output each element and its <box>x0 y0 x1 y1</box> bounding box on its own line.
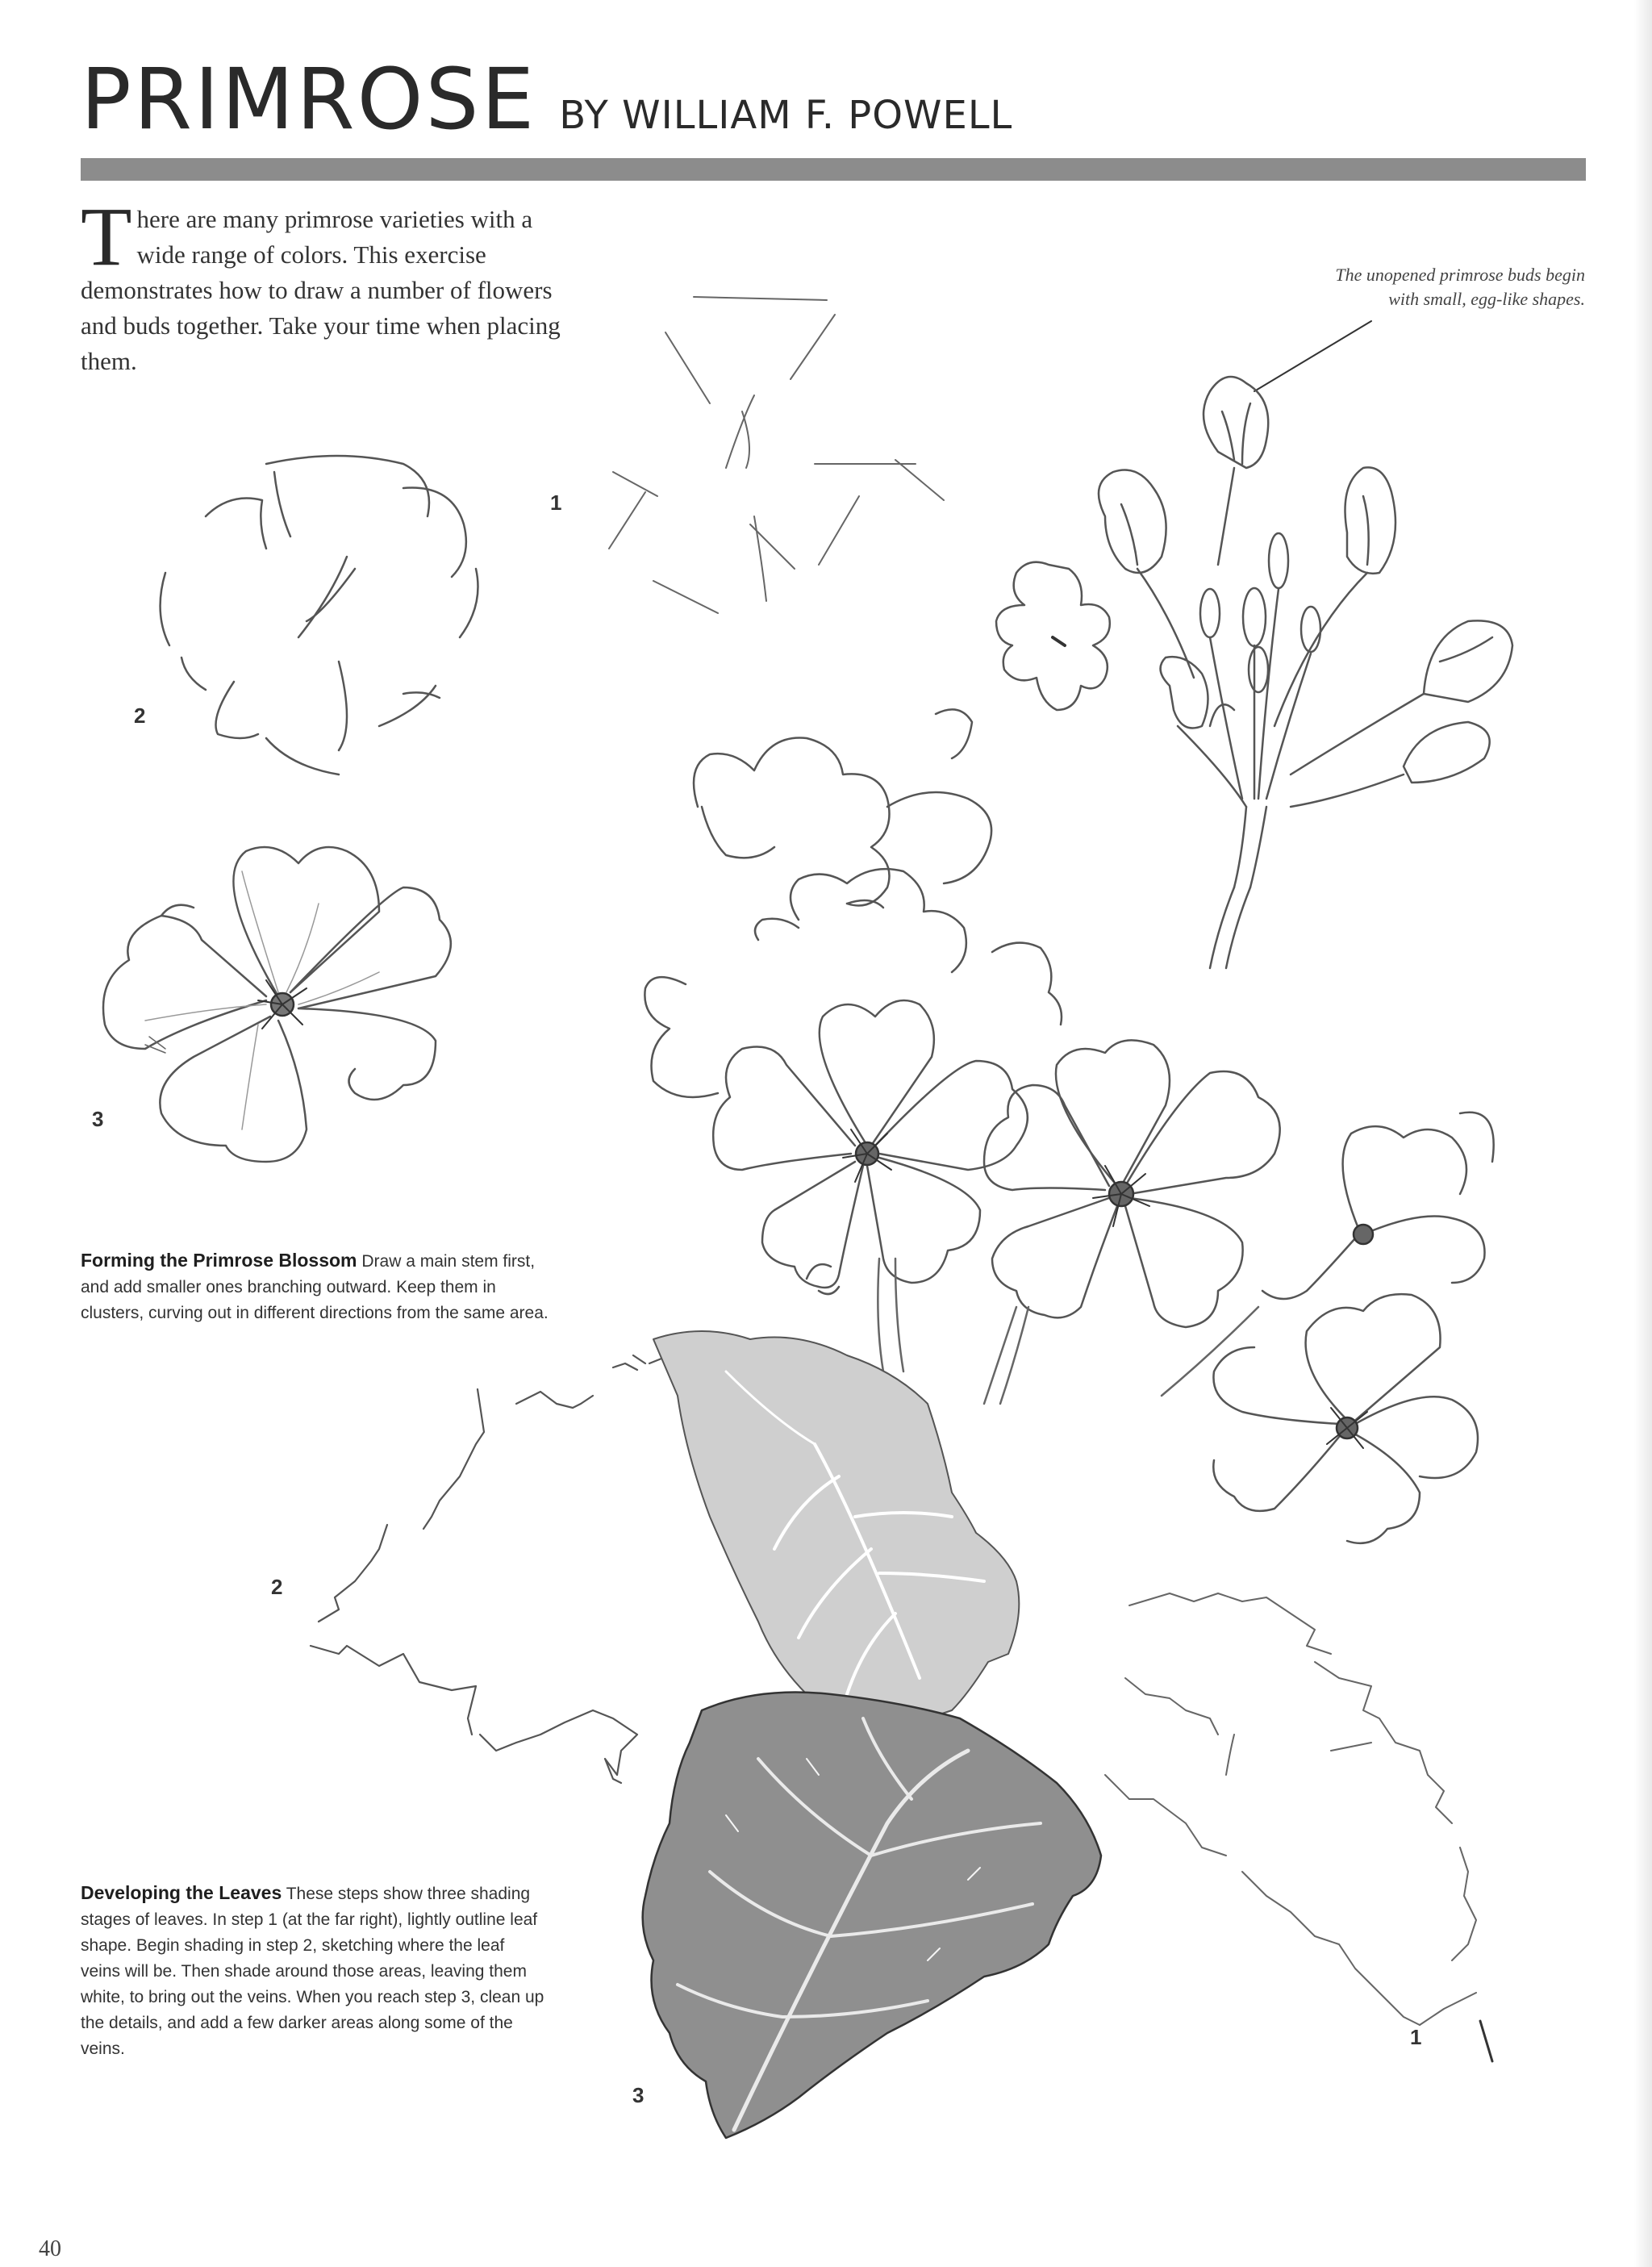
step-number-blossom-3: 3 <box>92 1107 104 1131</box>
blossom-caption-text: Draw a main stem first, and add smaller ones branching outward. Keep them in clusters, curving out in different directions from the same area. <box>81 1252 549 1322</box>
step-number-blossom-1: 1 <box>550 491 562 515</box>
flower-stems <box>878 1259 1258 1404</box>
step-number-leaf-1: 1 <box>1410 2025 1422 2049</box>
buds-annotation: The unopened primrose buds begin with small, egg-like shapes. <box>1335 265 1585 309</box>
primrose-flower-lower-right <box>1213 1294 1478 1543</box>
step-number-leaf-3: 3 <box>632 2083 645 2107</box>
blossom-caption <box>81 1247 549 1326</box>
blossom-step1-guides <box>609 297 944 613</box>
blossom-step2-outline <box>161 456 478 774</box>
blossom-step3-flower <box>103 847 451 1162</box>
leaf-step2 <box>311 1347 694 1783</box>
drop-cap: T <box>81 190 132 283</box>
step-number-leaf-2: 2 <box>271 1575 283 1599</box>
page-edge-shadow <box>1634 0 1652 2267</box>
leaves-caption-text: These steps show three shading stages of leaves. In step 1 (at the far right), lightly outline leaf shape. Begin shading in step 2, sketching where the leaf veins will be. Then shade around those areas, leaving them white, to bring out the veins. When you reach step 3, clean up the details, and add a few darker areas along some of the veins. <box>81 1885 544 2058</box>
leaf-step1 <box>1105 1593 1492 2061</box>
bud-pointer-line <box>1254 321 1371 391</box>
small-flower-upper <box>996 562 1110 710</box>
author-byline: BY WILLIAM F. POWELL <box>559 93 1013 138</box>
leaves-caption-heading: Developing the Leaves <box>81 1882 282 1903</box>
intro-text: here are many primrose varieties with a wide range of colors. This exercise demonstrates how to draw a number of flowers and buds together. Take your time when placing them. <box>81 205 561 375</box>
blossom-caption-heading: Forming the Primrose Blossom <box>81 1250 357 1271</box>
buds-cluster <box>1099 377 1512 968</box>
page-title: PRIMROSE <box>81 50 537 148</box>
page-number: 40 <box>39 2236 61 2261</box>
primrose-flower-right <box>1262 1113 1494 1299</box>
leaf-step2-shaded <box>653 1331 1019 1729</box>
leaves-caption <box>81 1880 549 2062</box>
leaf-step3-shaded <box>643 1693 1101 2139</box>
primrose-flower-left <box>713 1000 1028 1294</box>
flower-cluster-mid <box>645 709 1062 1097</box>
primrose-flower-center <box>984 1040 1280 1327</box>
step-number-blossom-2: 2 <box>134 703 146 728</box>
